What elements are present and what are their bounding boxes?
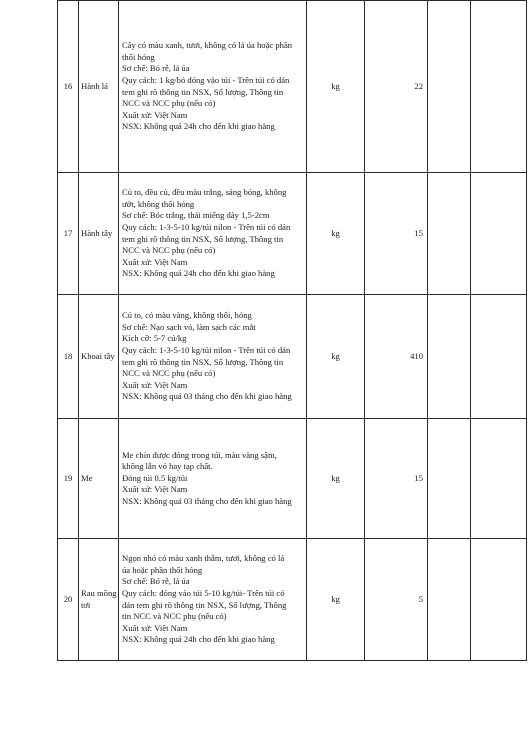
quantity-cell: 15 xyxy=(365,419,428,539)
description-line: NSX: Không quá 03 tháng cho đến khi giao hàng xyxy=(122,391,292,402)
empty-cell xyxy=(428,539,471,661)
description-line: Quy cách: 1-3-5-10 kg/túi nilon - Trên túi có dán xyxy=(122,221,291,232)
table-row xyxy=(58,295,527,419)
table-row xyxy=(58,539,527,661)
quantity-cell: 5 xyxy=(365,539,428,661)
row-number: 16 xyxy=(58,1,79,173)
description-line: không lẫn vỏ hay tạp chất. xyxy=(122,461,213,472)
description-line: Sơ chế: Bỏ rễ, lá úa xyxy=(122,576,190,587)
empty-cell xyxy=(428,173,471,295)
description-line: NCC và NCC phụ (nếu có) xyxy=(122,245,216,256)
row-number: 20 xyxy=(58,539,79,661)
description-line: NSX: Không quá 24h cho đến khi giao hàng xyxy=(122,268,275,279)
product-description-cell xyxy=(119,173,307,295)
empty-cell xyxy=(471,419,527,539)
description-line: Xuất xứ: Việt Nam xyxy=(122,379,188,390)
product-name: Khoai tây xyxy=(81,350,115,361)
product-description-cell xyxy=(119,539,307,661)
product-name: Rau mồng xyxy=(81,587,117,598)
empty-cell xyxy=(428,1,471,173)
product-name: Hành lá xyxy=(81,80,108,91)
description-line: tem ghi rõ thông tin NSX, Số lượng, Thông tin xyxy=(122,356,284,367)
description-line: Xuất xứ: Việt Nam xyxy=(122,622,188,633)
description-line: Xuất xứ: Việt Nam xyxy=(122,109,188,120)
unit-cell: kg xyxy=(307,419,365,539)
description-line: Xuất xứ: Việt Nam xyxy=(122,484,188,495)
empty-cell xyxy=(471,1,527,173)
description-line: NCC và NCC phụ (nếu có) xyxy=(122,368,216,379)
description-line: Quy cách: đóng vào túi 5-10 kg/túi- Trên túi có xyxy=(122,587,285,598)
description-line: Củ to, đều củ, đều màu trắng, sáng bóng, không xyxy=(122,187,287,198)
description-line: NSX: Không quá 24h cho đến khi giao hàng xyxy=(122,634,275,645)
description-line: Quy cách: 1-3-5-10 kg/túi nilon - Trên túi có dán xyxy=(122,344,291,355)
empty-cell xyxy=(471,173,527,295)
table-row xyxy=(58,173,527,295)
description-line: Ngọn nhỏ có màu xanh thẫm, tươi, không có lá xyxy=(122,553,285,564)
unit-cell: kg xyxy=(307,539,365,661)
product-name-cell xyxy=(79,539,119,661)
description-line: Đóng túi 0.5 kg/túi xyxy=(122,472,188,483)
description-line: Me chín được đóng trong túi, màu vàng sậm, xyxy=(122,449,277,460)
product-name-cell xyxy=(79,295,119,419)
empty-cell xyxy=(428,295,471,419)
description-line: dán tem ghi rõ thông tin NSX, Số lượng, Thông xyxy=(122,599,287,610)
table-row xyxy=(58,1,527,173)
product-description-cell xyxy=(119,1,307,173)
description-line: Kích cỡ: 5-7 củ/kg xyxy=(122,333,187,344)
description-line: NCC và NCC phụ (nếu có) xyxy=(122,98,216,109)
description-line: Quy cách: 1 kg/bó đóng vào túi - Trên túi có dán xyxy=(122,74,290,85)
unit-cell: kg xyxy=(307,295,365,419)
description-line: úa hoặc phần thối hỏng xyxy=(122,564,203,575)
product-spec-table xyxy=(57,0,527,661)
description-line: Sơ chế: Nạo sạch vỏ, làm sạch các mắt xyxy=(122,321,256,332)
product-description-cell xyxy=(119,295,307,419)
quantity-cell: 22 xyxy=(365,1,428,173)
empty-cell xyxy=(471,295,527,419)
description-line: tem ghi rõ thông tin NSX, Số lượng, Thông tin xyxy=(122,233,284,244)
unit-cell: kg xyxy=(307,1,365,173)
product-name: Me xyxy=(81,472,93,483)
table-row xyxy=(58,419,527,539)
product-name: tơi xyxy=(81,599,91,610)
product-spec-table-body xyxy=(58,1,527,661)
description-line: ướt, không thối hỏng xyxy=(122,198,195,209)
row-number: 19 xyxy=(58,419,79,539)
description-line: tem ghi rõ thông tin NSX, Số lượng, Thông tin xyxy=(122,86,284,97)
quantity-cell: 15 xyxy=(365,173,428,295)
description-line: tin NCC và NCC phụ (nếu có) xyxy=(122,611,227,622)
empty-cell xyxy=(471,539,527,661)
description-line: Sơ chế: Bỏ rễ, lá úa xyxy=(122,63,190,74)
product-description-cell xyxy=(119,419,307,539)
row-number: 18 xyxy=(58,295,79,419)
description-line: NSX: Không quá 03 tháng cho đến khi giao hàng xyxy=(122,495,292,506)
description-line: Sơ chế: Bóc trắng, thái miếng dày 1,5-2cm xyxy=(122,210,270,221)
description-line: thối hỏng xyxy=(122,51,155,62)
product-name-cell xyxy=(79,1,119,173)
description-line: NSX: Không quá 24h cho đến khi giao hàng xyxy=(122,121,275,132)
description-line: Xuất xứ: Việt Nam xyxy=(122,256,188,267)
product-name-cell xyxy=(79,173,119,295)
product-name: Hành tây xyxy=(81,227,113,238)
empty-cell xyxy=(428,419,471,539)
unit-cell: kg xyxy=(307,173,365,295)
quantity-cell: 410 xyxy=(365,295,428,419)
product-name-cell xyxy=(79,419,119,539)
description-line: Củ to, có màu vàng, không thối, hỏng xyxy=(122,310,252,321)
row-number: 17 xyxy=(58,173,79,295)
description-line: Cây có màu xanh, tươi, không có lá úa hoặc phần xyxy=(122,40,293,51)
